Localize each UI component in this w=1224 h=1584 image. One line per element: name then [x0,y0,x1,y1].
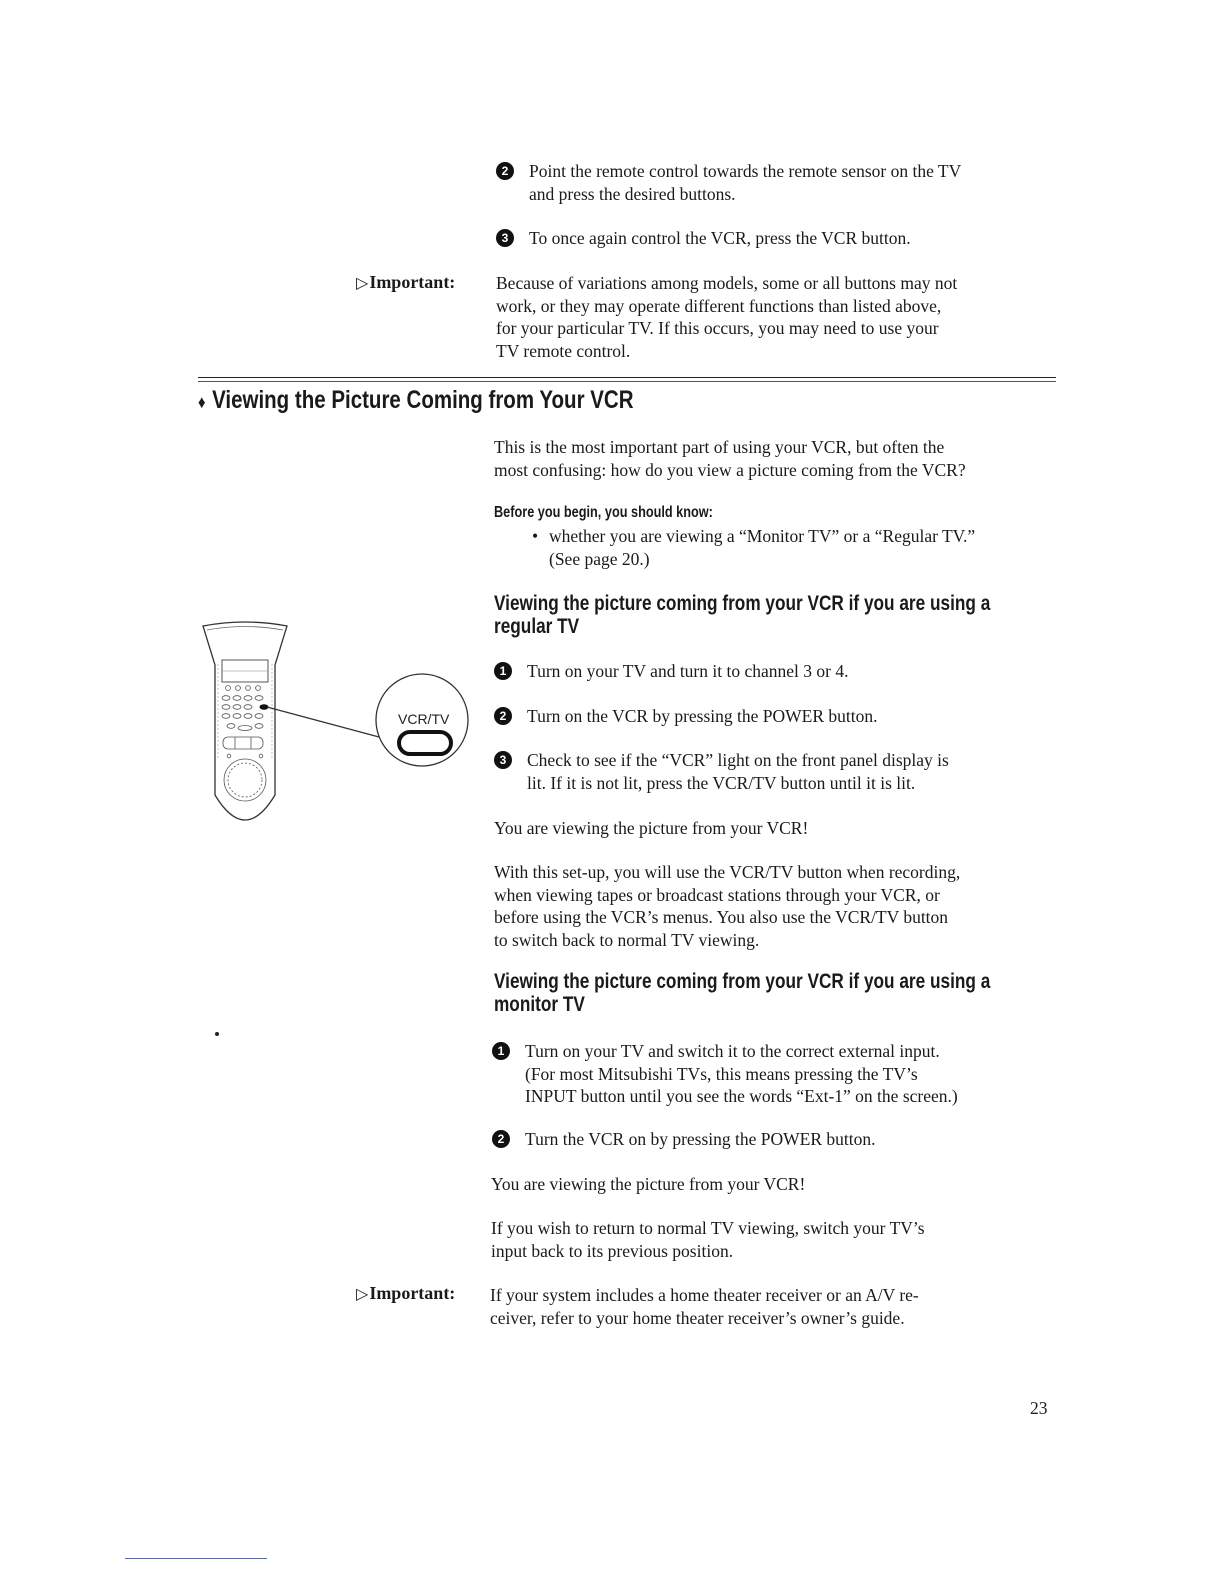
bottom-line [125,1558,267,1559]
important-text: If your system includes a home theater receiver or an A/V re- ceiver, refer to your home theater receiver’s owner’s guide. [490,1285,919,1328]
important-label: ▷Important: [356,272,456,292]
triangle-icon: ▷ [356,275,369,292]
step-text: Turn on your TV and switch it to the correct external input. (For most Mitsubishi TVs, this means pressing the TV’s INPUT button until you see the words “Ext-1” on the screen.) [525,1041,958,1106]
regular-step-2 [494,705,1084,729]
regular-step-3 [494,749,1084,795]
step-text: To once again control the VCR, press the VCR button. [529,228,911,248]
section-divider-thin [198,381,1056,382]
important-text: Because of variations among models, some or all buttons may not work, or they may operate different functions than listed above, for your particular TV. If this occurs, you may need to use your TV remote control. [496,273,958,361]
step-number-badge: 1 [494,662,512,680]
step-3-top [496,227,1076,251]
vcr-tv-button-icon [399,732,451,754]
monitor-tv-heading: Viewing the picture coming from your VCR if you are using a monitor TV [494,970,991,1016]
intro-paragraph: This is the most important part of using your VCR, but often the most confusing: how do you view a picture coming from the VCR? [494,437,966,480]
regular-step-1 [494,660,1084,684]
regular-tv-heading: Viewing the picture coming from your VCR if you are using a regular TV [494,592,991,638]
step-text: Turn on your TV and turn it to channel 3 or 4. [527,661,849,681]
diamond-bullet-icon: ♦ [198,392,206,412]
before-bullet-text: whether you are viewing a “Monitor TV” or a “Regular TV.” (See page 20.) [549,526,976,569]
remote-body [203,622,287,820]
section-title: ♦ Viewing the Picture Coming from Your VCR [198,386,634,414]
step-text: Turn on the VCR by pressing the POWER button. [527,706,878,726]
callout-line [267,707,379,737]
regular-result: You are viewing the picture from your VCR! [494,818,809,838]
monitor-result: You are viewing the picture from your VCR! [491,1174,806,1194]
triangle-icon: ▷ [356,1286,369,1303]
important-label: ▷Important: [356,1283,456,1303]
monitor-step-1 [492,1040,1082,1108]
step-number-badge: 2 [494,707,512,725]
step-number-badge: 3 [494,751,512,769]
monitor-note: If you wish to return to normal TV viewing, switch your TV’s input back to its previous position. [491,1218,925,1261]
step-text: Point the remote control towards the remote sensor on the TV and press the desired buttons. [529,161,962,204]
before-you-begin-label: Before you begin, you should know: [494,504,713,521]
step-text: Check to see if the “VCR” light on the front panel display is lit. If it is not lit, press the VCR/TV button until it is lit. [527,750,949,793]
step-number-badge: 2 [492,1130,510,1148]
vcr-tv-button-label: VCR/TV [398,711,450,727]
step-number-badge: 1 [492,1042,510,1060]
step-text: Turn the VCR on by pressing the POWER button. [525,1129,876,1149]
step-number-badge: 2 [496,162,514,180]
stray-mark [215,1032,219,1036]
page-number: 23 [1030,1398,1048,1418]
section-divider [198,377,1056,378]
monitor-step-2 [492,1128,1082,1152]
step-number-badge: 3 [496,229,514,247]
step-2-top [496,160,1076,206]
regular-note: With this set-up, you will use the VCR/TV button when recording, when viewing tapes or broadcast stations through your VCR, or before using the VCR’s menus. You also use the VCR/TV button to switch back to normal TV viewing. [494,862,961,950]
before-bullet-dot: • [532,526,539,546]
remote-control-illustration [195,620,485,835]
